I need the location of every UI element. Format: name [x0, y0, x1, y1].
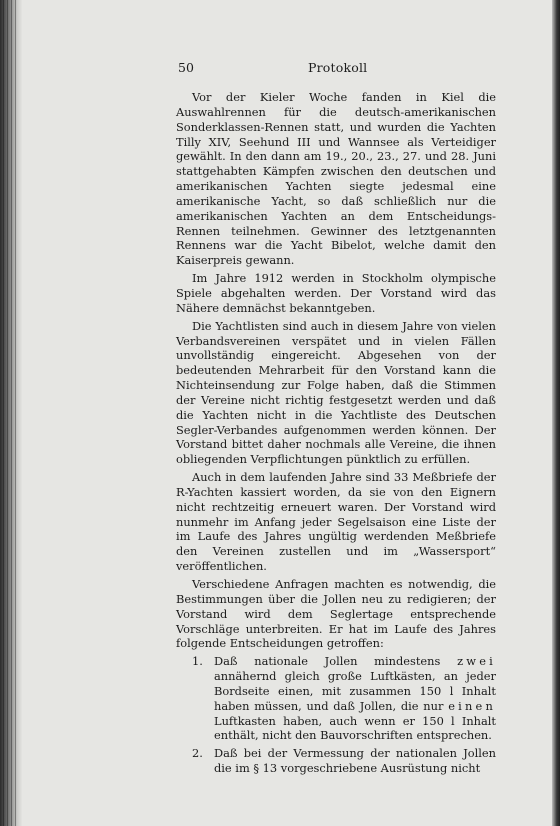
- decisions-list: [176, 654, 496, 776]
- body-text: [176, 90, 496, 779]
- list-item-number: 2.: [192, 746, 203, 761]
- paragraph-yacht-lists: Die Yachtlisten sind auch in diesem Jahre von vielen Verbandsvereinen verspätet und in vielen Fällen unvollständig eingereicht. Abgesehen von der bedeutenden Mehrarbeit für den Vorstand kann die Nichteinsendung zur Folge haben, daß die Stimmen der Vereine nicht richtig festgesetzt werden und daß die Yachten nicht in die Yachtliste des Deutschen Segler-Verbandes aufgenommen werden können. Der Vorstand bittet daher nochmals alle Vereine, die ihnen obliegenden Verpflichtungen pünktlich zu erfüllen.: [176, 318, 496, 467]
- paragraph-kiel-week: Vor der Kieler Woche fanden in Kiel die Auswahlrennen für die deutsch-amerikanischen Sonderklassen-Rennen statt, und wurden die Yachten Tilly XIV, Seehund III und Wannsee als Verteidiger gewählt. In den dann am 19., 20., 23., 27. und 28. Juni stattgehabten Kämpfen zwischen den deutschen und amerikanischen Yachten siegte jedesmal eine amerikanische Yacht, so daß schließlich nur die amerikanischen Yachten an dem Entscheidungs-Rennen teilnehmen. Gewinner des letztgenannten Rennens war die Yacht Bibelot, welche damit den Kaiserpreis gewann.: [176, 90, 496, 268]
- list-item-text-part: Daß nationale Jollen mindestens: [214, 654, 458, 669]
- paragraph-measurement-certificates: Auch in dem laufenden Jahre sind 33 Meßbriefe der R-Yachten kassiert worden, da sie von den Eignern nicht rechtzeitig erneuert waren. Der Vorstand wird nunmehr im Anfang jeder Segelsaison eine Liste der im Laufe des Jahres ungültig werdenden Meßbriefe den Vereinen zustellen und im „Wassersport“ veröffentlichen.: [176, 470, 496, 574]
- paragraph-dinghy-rules: Verschiedene Anfragen machten es notwendig, die Bestimmungen über die Jollen neu zu redigieren; der Vorstand wird dem Seglertage entsprechende Vorschläge unterbreiten. Er hat im Laufe des Jahres folgende Entscheidungen getroffen:: [176, 577, 496, 651]
- list-item-text-part: Luftkasten haben, auch wenn er 150 l Inhalt enthält, nicht den Bauvorschriften entsprechen.: [214, 713, 496, 743]
- emphasis-spaced: zwei: [457, 654, 496, 669]
- list-item-text: [214, 654, 496, 743]
- list-item-text: [214, 746, 496, 776]
- book-binding-gutter: [0, 0, 22, 826]
- page-number: 50: [178, 60, 194, 75]
- page-edge: [552, 0, 560, 826]
- page-header: [178, 60, 498, 78]
- list-item-text-part: Daß bei der Vermessung der nationalen Jollen die im § 13 vorgeschriebene Ausrüstung nicht: [214, 746, 496, 776]
- list-item-text-part: annähernd gleich große Luftkästen, an jeder Bordseite einen, mit zusammen 150 l Inhalt haben müssen, und daß Jollen, die nur: [214, 669, 496, 713]
- paragraph-olympics: Im Jahre 1912 werden in Stockholm olympische Spiele abgehalten werden. Der Vorstand wird das Nähere demnächst bekanntgeben.: [176, 271, 496, 315]
- emphasis-spaced: einen: [448, 698, 496, 713]
- binding-lines: [3, 0, 17, 826]
- list-item: [176, 746, 496, 776]
- running-head: Protokoll: [308, 60, 368, 75]
- list-item-number: 1.: [192, 654, 203, 669]
- list-item: [176, 654, 496, 743]
